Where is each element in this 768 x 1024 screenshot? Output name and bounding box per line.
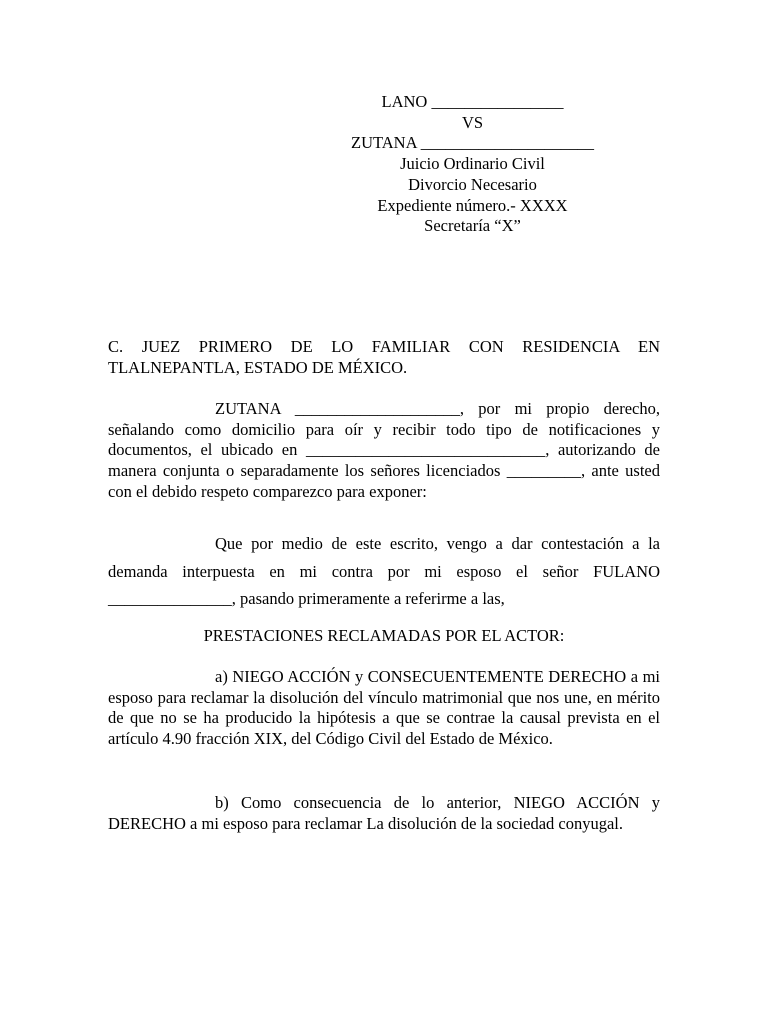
section-heading: PRESTACIONES RECLAMADAS POR EL ACTOR: bbox=[203, 626, 565, 645]
header-versus: VS bbox=[461, 112, 484, 132]
header-secretariat: Secretaría “X” bbox=[424, 216, 521, 236]
header-divorce-type: Divorcio Necesario bbox=[408, 174, 537, 194]
paragraph-response: Que por medio de este escrito, vengo a dar contestación a la demanda interpuesta en mi contra por mi esposo el señor FULANO _______________, pasando primeramente a referirme a las, bbox=[108, 534, 660, 608]
item-a: a) NIEGO ACCIÓN y CONSECUENTEMENTE DERECHO a mi esposo para reclamar la disolución del vínculo matrimonial que nos une, en mérito de que no se ha producido la hipótesis a que se contrae la causal prevista en el artículo 4.90 fracción XIX, del Código Civil del Estado de México. bbox=[108, 667, 660, 749]
case-header bbox=[300, 92, 645, 237]
header-plaintiff: LANO ________________ bbox=[381, 92, 564, 111]
header-file-number: Expediente número.- XXXX bbox=[377, 195, 568, 215]
addressee: C. JUEZ PRIMERO DE LO FAMILIAR CON RESIDENCIA EN TLALNEPANTLA, ESTADO DE MÉXICO. bbox=[108, 337, 660, 377]
header-defendant: ZUTANA _____________________ bbox=[351, 133, 594, 153]
paragraph-appearance: ZUTANA ____________________, por mi propio derecho, señalando como domicilio para oír y recibir todo tipo de notificaciones y documentos, el ubicado en _____________________________, autorizando de manera conjunta o separadamente los señores licenciados _________, ante usted con el debido respeto comparezco para exponer: bbox=[108, 399, 660, 501]
header-trial-type: Juicio Ordinario Civil bbox=[400, 154, 545, 174]
item-b: b) Como consecuencia de lo anterior, NIEGO ACCIÓN y DERECHO a mi esposo para reclamar La disolución de la sociedad conyugal. bbox=[108, 793, 660, 833]
